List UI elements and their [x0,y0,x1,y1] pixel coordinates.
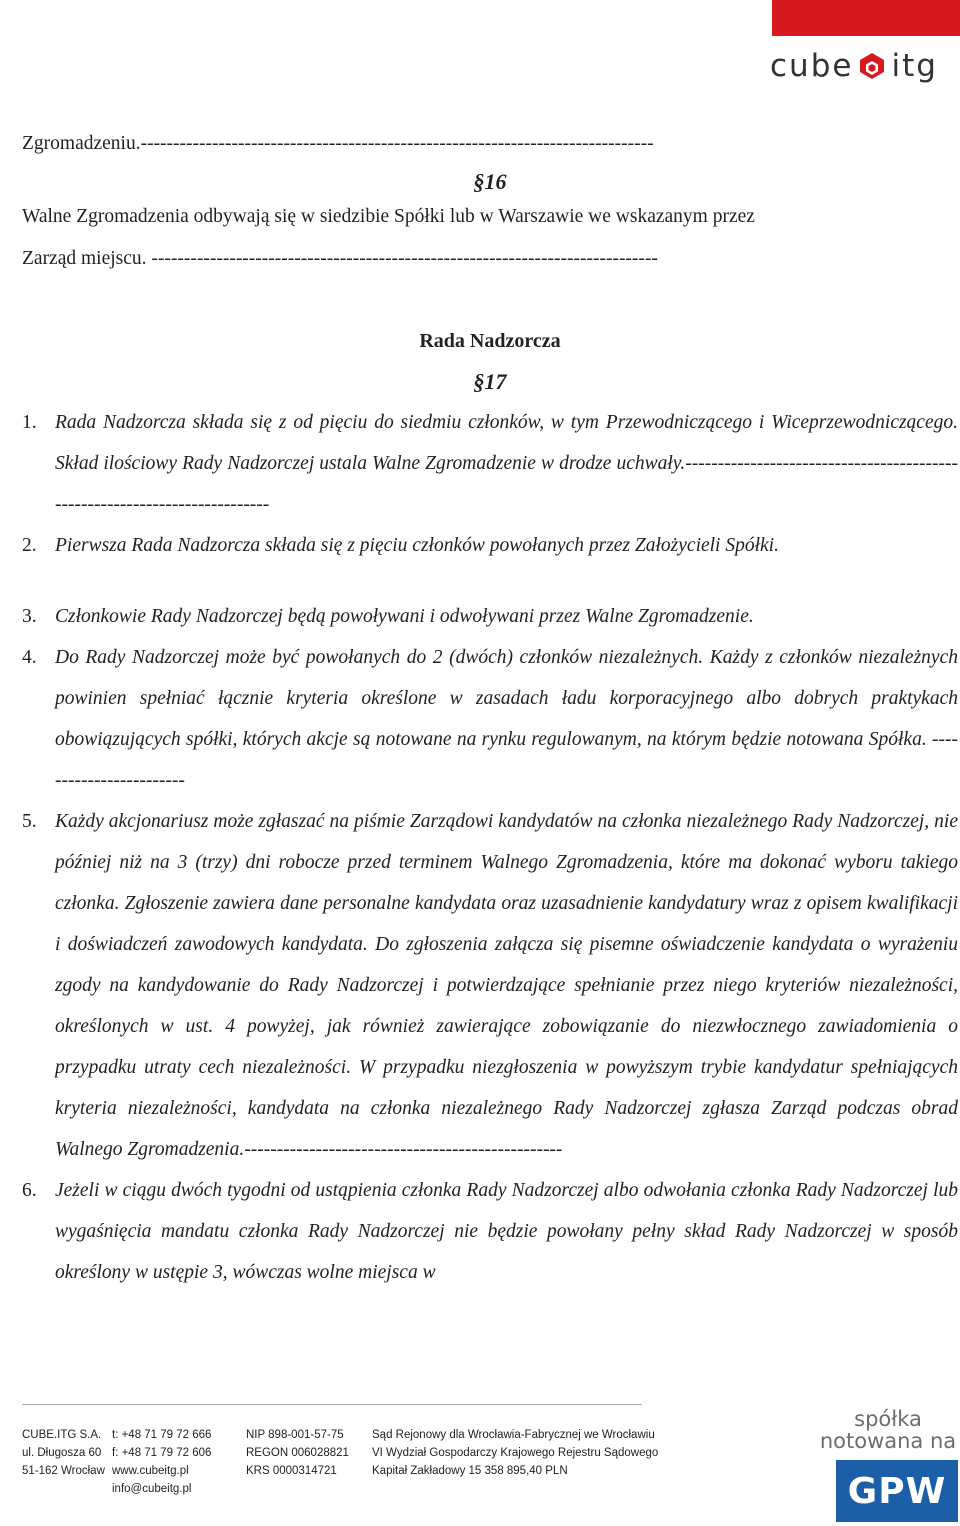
gpw-label-line-1: spółka [854,1407,922,1431]
footer-website-link[interactable]: www.cubeitg.pl [112,1465,189,1477]
continued-line: Zgromadzeniu.------------------------------------------------------------------------------- [22,133,654,154]
footer-krs: KRS 0000314721 [246,1465,337,1477]
footer-phone: t: +48 71 79 72 666 [112,1429,212,1441]
list-item-number: 1. [22,412,37,433]
list-item-number: 5. [22,811,37,832]
footer-email-link[interactable]: info@cubeitg.pl [112,1483,192,1495]
gpw-logo-box [836,1460,958,1522]
logo-cube-icon [857,51,887,81]
list-item-text: Do Rady Nadzorczej może być powołanych do 2 (dwóch) członków niezależnych. Każdy z członków niezależnych powinien spełniać łącznie kryteria określone w zasadach ładu korporacyjnego albo dobrych praktykach obowiązujących spółki, których akcje są notowane na rynku regulowanym, na którym będzie notowana Spółka. ------------------------ [55,647,958,791]
footer-street: ul. Długosza 60 [22,1447,102,1459]
footer-city: 51-162 Wrocław [22,1465,105,1477]
list-item-text: Członkowie Rady Nadzorczej będą powoływani i odwoływani przez Walne Zgromadzenie. [55,606,754,627]
list-item-6 [22,1170,958,1293]
logo-text-left: cube [770,48,854,84]
footer-fax: f: +48 71 79 72 606 [112,1447,212,1459]
gpw-logo-text: GPW [847,1470,947,1512]
document-body [22,122,958,1293]
logo-text-right: itg [891,48,938,84]
list-item-text: Rada Nadzorcza składa się z od pięciu do siedmiu członków, w tym Przewodniczącego i Wiceprzewodniczącego. Skład ilościowy Rady Nadzorczej ustala Walne Zgromadzenie w drodze uchwały.--------------------------------------------------------------------------- [55,412,958,515]
footer-divider [22,1404,642,1405]
footer-court-name: Sąd Rejonowy dla Wrocławia-Fabrycznej we Wrocławiu [372,1429,655,1441]
section-16-line-1: Walne Zgromadzenia odbywają się w siedzibie Spółki lub w Warszawie we wskazanym przez [22,206,755,227]
section-16-line-2: Zarząd miejscu. ------------------------------------------------------------------------------ [22,248,658,269]
list-item-3 [22,596,958,637]
list-item-number: 6. [22,1180,37,1201]
section-17-heading: §17 [473,369,507,394]
list-item-number: 4. [22,647,37,668]
list-item-1 [22,402,958,525]
gpw-label-line-2: notowana na [819,1429,957,1453]
footer-contact [112,1426,211,1498]
company-logo [770,48,938,84]
list-item-number: 2. [22,535,37,556]
gpw-listed-badge [818,1408,958,1524]
footer-nip: NIP 898-001-57-75 [246,1429,344,1441]
footer-company [22,1426,105,1480]
list-item-number: 3. [22,606,37,627]
list-item-text: Każdy akcjonariusz może zgłaszać na piśmie Zarządowi kandydatów na członka niezależnego Rady Nadzorczej, nie później niż na 3 (trzy) dni robocze przed terminem Walnego Zgromadzenia, które ma dokonać wyboru takiego członka. Zgłoszenie zawiera dane personalne kandydata oraz uzasadnienie kandydatury wraz z opisem kwalifikacji i doświadczeń zawodowych kandydata. Do zgłoszenia załącza się pisemne oświadczenie kandydata o wyrażeniu zgody na kandydowanie do Rady Nadzorczej i potwierdzające spełnianie przez niego kryteriów niezależności, określonych w ust. 4 powyżej, jak również zawierające zobowiązanie do niezwłocznego zawiadomienia o przypadku utraty cech niezależności. W przypadku niezgłoszenia w powyższym trybie kandydatur spełniających kryteria niezależności, kandydata na członka niezależnego Rady Nadzorczej zgłasza Zarząd podczas obrad Walnego Zgromadzenia.------------------------------------------------- [55,811,958,1160]
footer-share-capital: Kapitał Zakładowy 15 358 895,40 PLN [372,1465,568,1477]
list-item-text: Jeżeli w ciągu dwóch tygodni od ustąpienia członka Rady Nadzorczej albo odwołania członka Rady Nadzorczej lub wygaśnięcia mandatu członka Rady Nadzorczej nie będzie powołany pełny skład Rady Nadzorczej w sposób określony w ustępie 3, wówczas wolne miejsca w [55,1180,958,1283]
footer-court-division: VI Wydział Gospodarczy Krajowego Rejestru Sądowego [372,1447,659,1459]
list-item-4 [22,637,958,801]
footer-company-name: CUBE.ITG S.A. [22,1429,102,1441]
footer-regon: REGON 006028821 [246,1447,349,1459]
footer-registry [246,1426,349,1480]
list-item-2 [22,525,958,566]
section-16-heading: §16 [473,169,507,194]
brand-corner-bar [772,0,960,36]
footer-court [372,1426,658,1480]
list-item-text: Pierwsza Rada Nadzorcza składa się z pięciu członków powołanych przez Założycieli Spółki. [55,535,779,556]
list-item-5 [22,801,958,1170]
section-title: Rada Nadzorcza [419,330,561,352]
